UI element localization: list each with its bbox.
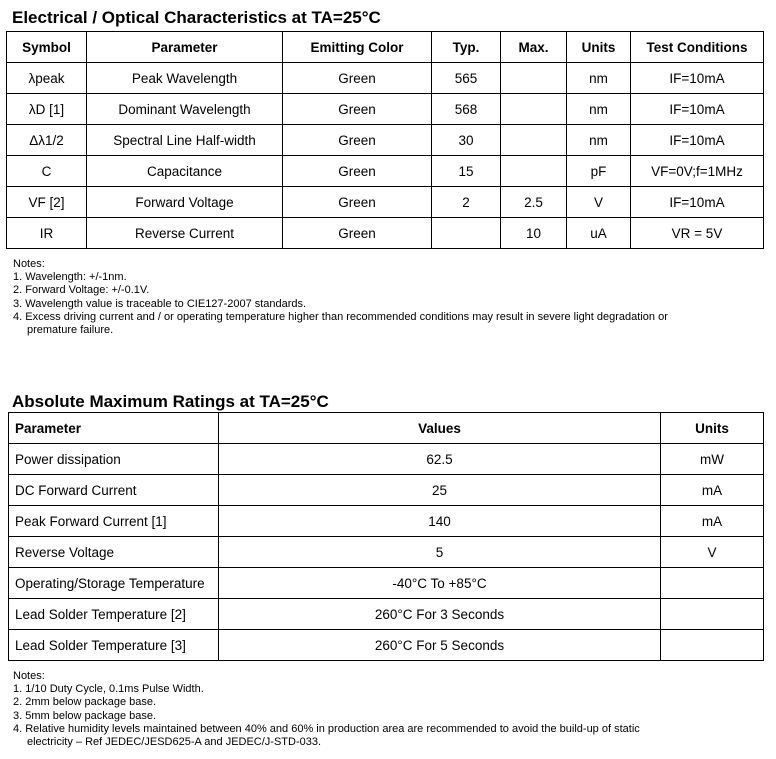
cell-units: nm [567,63,631,94]
cell-parameter: Lead Solder Temperature [2] [9,599,219,630]
cell-units [661,630,764,661]
electrical-optical-title: Electrical / Optical Characteristics at TA=25°C [12,8,381,27]
note-line: 1. Wavelength: +/-1nm. [13,271,127,284]
cell-typ: 568 [432,94,501,125]
header-emitting-color: Emitting Color [283,32,432,63]
cell-max [501,94,567,125]
cell-parameter: Power dissipation [9,444,219,475]
note-line: 2. Forward Voltage: +/-0.1V. [13,284,150,297]
cell-units [661,599,764,630]
header-parameter: Parameter [87,32,283,63]
cell-units [661,568,764,599]
cell-value: 260°C For 3 Seconds [219,599,661,630]
cell-parameter: Peak Wavelength [87,63,283,94]
ratings-notes [13,670,640,749]
cell-symbol: λpeak [7,63,87,94]
table-row [7,218,764,249]
cell-units: mW [661,444,764,475]
note-line-continuation: premature failure. [27,324,114,337]
cell-parameter: Forward Voltage [87,187,283,218]
absolute-maximum-ratings-table [8,412,764,661]
cell-parameter: Spectral Line Half-width [87,125,283,156]
cell-value: -40°C To +85°C [219,568,661,599]
electrical-notes [13,258,668,337]
cell-value: 25 [219,475,661,506]
cell-units: mA [661,506,764,537]
note-line: 4. Excess driving current and / or operating temperature higher than recommended conditions may result in severe light degradation or [13,310,668,323]
cell-color: Green [283,187,432,218]
cell-parameter: Operating/Storage Temperature [9,568,219,599]
cell-typ: 565 [432,63,501,94]
cell-symbol: IR [7,218,87,249]
cell-parameter: Reverse Current [87,218,283,249]
header-test-conditions: Test Conditions [631,32,764,63]
header-symbol: Symbol [7,32,87,63]
header-units: Units [661,413,764,444]
cell-parameter: Peak Forward Current [1] [9,506,219,537]
cell-test-conditions: IF=10mA [631,125,764,156]
table-row [7,156,764,187]
electrical-optical-table [6,31,764,249]
cell-value: 62.5 [219,444,661,475]
cell-parameter: Capacitance [87,156,283,187]
cell-color: Green [283,63,432,94]
cell-units: V [567,187,631,218]
cell-max: 10 [501,218,567,249]
notes-heading: Notes: [13,670,45,682]
note-line: 1. 1/10 Duty Cycle, 0.1ms Pulse Width. [13,683,204,696]
absolute-maximum-ratings-title: Absolute Maximum Ratings at TA=25°C [12,392,329,411]
cell-parameter: Lead Solder Temperature [3] [9,630,219,661]
header-max: Max. [501,32,567,63]
cell-color: Green [283,125,432,156]
table-row [7,94,764,125]
cell-color: Green [283,218,432,249]
cell-test-conditions: IF=10mA [631,94,764,125]
cell-symbol: λD [1] [7,94,87,125]
cell-color: Green [283,94,432,125]
cell-test-conditions: VR = 5V [631,218,764,249]
table-header-row [7,32,764,63]
cell-symbol: C [7,156,87,187]
cell-value: 140 [219,506,661,537]
cell-typ: 30 [432,125,501,156]
notes-heading: Notes: [13,258,45,270]
header-parameter: Parameter [9,413,219,444]
table-row [9,568,764,599]
cell-typ: 2 [432,187,501,218]
cell-parameter: DC Forward Current [9,475,219,506]
header-units: Units [567,32,631,63]
header-typ: Typ. [432,32,501,63]
cell-units: nm [567,94,631,125]
note-line: 3. Wavelength value is traceable to CIE127-2007 standards. [13,297,307,310]
table-row [9,506,764,537]
cell-value: 5 [219,537,661,568]
note-line: 3. 5mm below package base. [13,709,157,722]
note-line: 4. Relative humidity levels maintained between 40% and 60% in production area are recommended to avoid the build-up of static [13,722,640,735]
note-line: 2. 2mm below package base. [13,696,157,709]
cell-value: 260°C For 5 Seconds [219,630,661,661]
cell-max: 2.5 [501,187,567,218]
table-row [9,630,764,661]
cell-max [501,63,567,94]
cell-units: uA [567,218,631,249]
table-row [7,125,764,156]
cell-symbol: Δλ1/2 [7,125,87,156]
cell-parameter: Reverse Voltage [9,537,219,568]
header-values: Values [219,413,661,444]
table-row [9,475,764,506]
note-line-continuation: electricity – Ref JEDEC/JESD625-A and JEDEC/J-STD-033. [27,736,322,749]
cell-color: Green [283,156,432,187]
cell-test-conditions: IF=10mA [631,63,764,94]
cell-typ [432,218,501,249]
table-row [9,444,764,475]
cell-symbol: VF [2] [7,187,87,218]
cell-units: pF [567,156,631,187]
table-header-row [9,413,764,444]
cell-max [501,125,567,156]
cell-test-conditions: VF=0V;f=1MHz [631,156,764,187]
cell-parameter: Dominant Wavelength [87,94,283,125]
cell-units: V [661,537,764,568]
cell-max [501,156,567,187]
table-row [9,537,764,568]
table-row [7,63,764,94]
cell-typ: 15 [432,156,501,187]
table-row [7,187,764,218]
cell-units: nm [567,125,631,156]
table-row [9,599,764,630]
cell-units: mA [661,475,764,506]
cell-test-conditions: IF=10mA [631,187,764,218]
